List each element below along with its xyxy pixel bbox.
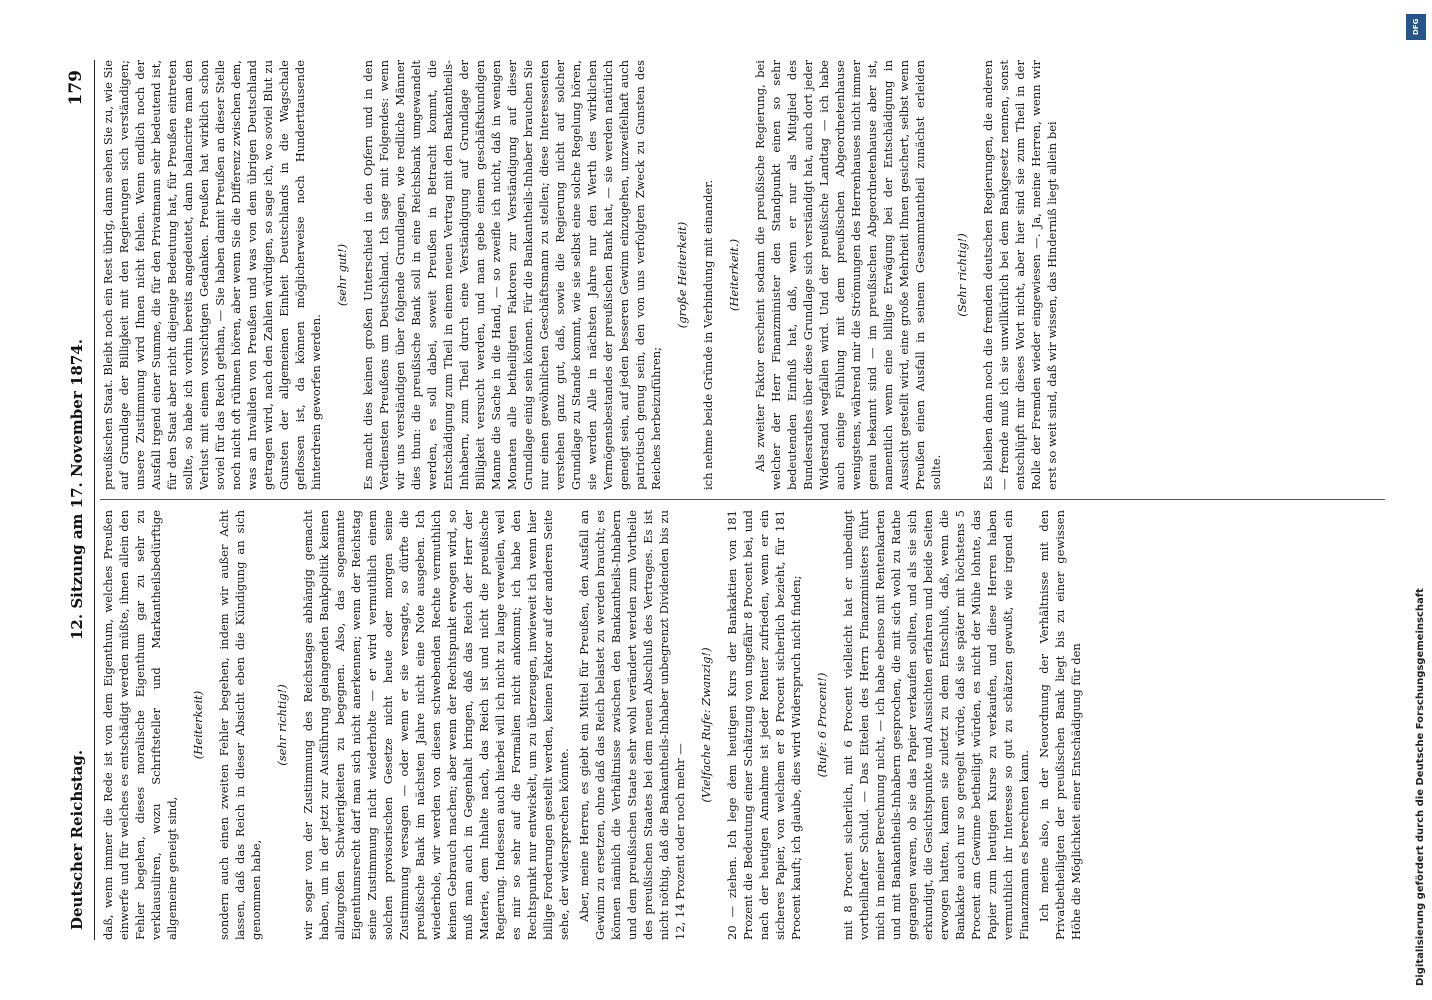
interjection-note: (Rufe: 6 Procent!) — [815, 672, 829, 778]
paragraph: ich nehme beide Gründe in Verbindung mit einander. — [701, 179, 715, 490]
paragraph: wir sogar von der Zustimmung des Reichstages abhängig gemacht haben, um in der jetzt zur Ausführung gelangenden Bankpolitik keinen allzugroßen Schwierigkeiten zu begegnen. Also, das sogenannte Eigenthumsrecht darf man sich nicht anerkennen; wenn der Reichstag seine Zustimmung nicht wiederholte — er wird vermuthlich einem solchen provisorischen Gesetze nicht heute oder morgen seine Zustimmung versagen — oder wenn er sie versagte, so dürfte die preußische Bank im nächsten Jahre nicht eine Note ausgeben. Ich wiederhole, wir werden von diesen schwebenden Rechte vermuthlich keinen Gebrauch machen; aber wenn der Rechtspunkt erwogen wird, so muß man auch in Gegenhalt bringen, daß das Reich der Herr der Materie, dem Inhalte nach, das Reich ist und nicht die preußische Regierung. Indessen auch hierbei will ich nicht zu lange verweilen, weil es mir so sehr auf die Formalien nicht ankommt; ich habe den Rechtspunkt nur entwickelt, um zu überzeugen, inwieweit ich wenn hier billige Forderungen gestellt werden, keinen Faktor auf der anderen Seite sehe, der widersprechen könnte. — [301, 510, 571, 940]
paragraph: mit 8 Procent sicherlich, mit 6 Procent vielleicht hat er unbedingt vortheilhafter Schuld. — Das Eitelen des Herrn Finanzministers führt mich in meiner Berechnung nicht, — ich habe ebenso mit Rentenkarten und mit Bankantheils-Inhabern gesprochen, die mit sich wohl zu Rathe gegangen waren, ob sie das Papier verkaufen sollten, und als sie sich erkundigt, die Gesichtspunkte und Aussichten erfahren und beide Seiten erwogen hatten, kamen sie zuletzt zu dem Entschluß, daß, wenn die Bankakte auch nur so geregelt würde, daß sie später mit höchstens 5 Procent am Gewinne betheiligt würden, es nicht der Mühe lohnte, das Papier zum heutigen Kurse zu verkaufen, und diese Herren haben vermuthlich ihr Interesse so gut zu schätzen gewußt, wie irgend ein Finanzmann es berechnen kann. — [841, 510, 1031, 940]
paragraph: sondern auch einen zweiten Fehler begehen, indem wir außer Acht lassen, daß das Reich in dieser Absicht eben die Kündigung an sich genommen habe, — [217, 510, 263, 940]
interjection-note: (Heiterkeit.) — [727, 238, 741, 312]
column-divider — [100, 499, 1385, 500]
text-columns — [100, 60, 1385, 940]
paragraph: Es bleiben dann noch die fremden deutschen Regierungen, die anderen — fremde muß ich sie unwillkürlich bei dem Bankgesetz nennen, sonst entschlüpft mir dieses Wort nicht, aber hier sind sie zum Theil in der Rolle der Fremden wieder eingewiesen —. Ja, meine Herren, wenn wir erst so weit sind, daß wir wissen, das Hinderniß liegt allein bei — [981, 60, 1059, 490]
left-column — [100, 510, 1385, 940]
session-title: 12. Sitzung am 17. November 1874. — [68, 339, 86, 640]
dfg-logo: DFG — [1406, 14, 1426, 40]
paragraph: Aber, meine Herren, es giebt ein Mittel für Preußen, den Ausfall an Gewinn zu ersetzen, ohne daß das Reich belastet zu werden braucht; es können nämlich die Verhältnisse zwischen den Bankantheils-Inhabern und dem preußischen Staate sehr wohl verändert werden zum Vortheile des preußischen Staates bei dem neuen Abschluß des Vertrages. Es ist nicht nöthig, daß die Bankantheils-Inhaber unbegrenzt Dividenden bis zu 12, 14 Prozent oder noch mehr — — [577, 510, 687, 940]
interjection-note: (große Heiterkeit) — [675, 221, 689, 329]
paragraph: Als zweiter Faktor erscheint sodann die preußische Regierung, bei welcher der Herr Finanzminister den Standpunkt einen so sehr bedeutenden Einfluß hat, daß, wenn er nur als Mitglied des Bundesrathes über diese Grundlage sich verständigt hat, auch dort jeder Widerstand wegfallen wird. Und der preußische Landtag — ich habe auch einige Fühlung mit dem preußischen Abgeordnetenhause wenigstens, während mir die Strömungen des Herrenhauses nicht immer genau bekannt sind — im preußischen Abgeordnetenhause aber ist, namentlich wenn eine billige Erwägung bei der Entschädigung in Aussicht gestellt wird, eine große Mehrheit Ihnen gesichert, selbst wenn Preußen einen Ausfall in seinem Gesammtantheil zunächst erleiden sollte. — [753, 60, 943, 490]
document-page — [60, 60, 1390, 940]
page-number: 179 — [66, 70, 86, 106]
paragraph: Es macht dies keinen großen Unterschied in den Opfern und in den Verdiensten Preußens um Deutschland. Ich sage mit Folgendes: wenn wir uns verständigen über folgende Grundlagen, wie redliche Männer dies thun: die preußische Bank soll in eine Reichsbank umgewandelt werden, es soll dabei, soweit Preußen in Betracht kommt, die Entschädigung zum Theil in einem neuen Vertrag mit den Bankantheils-Inhabern, zum Theil durch eine Verständigung auf Grundlage der Billigkeit versucht werden, und man gebe einem geschäftskundigen Manne die Sache in die Hand, — so zweifle ich nicht, daß in wenigen Monaten alle betheiligten Faktoren zur Verständigung auf dieser Grundlage einig sein können. Für die Bankantheils-Inhaber brauchen Sie nur einen gewöhnlichen Geschäftsmann zu stellen; diese Interessenten verstehen ganz gut, daß, sowie die Regierung nicht auf solcher Grundlage zu Stande kommt, wie sie selbst eine solche Regelung hören, sie werden Alle in nächsten Jahre nur den Werth des wirklichen Vermögensbestandes der preußischen Bank hat, — sie werden natürlich geneigt sein, auf jeden besseren Gewinn einzugehen, unzweifelhaft auch patriotisch genug sein, den von uns verfolgten Zweck zu Gunsten des Reiches herbeizuführen; — [361, 60, 663, 490]
journal-title: Deutscher Reichstag. — [68, 749, 86, 930]
paragraph: daß, wenn immer die Rede ist von dem Eigenthum, welches Preußen einwerfe und für welches es entschädigt werden müßte, ihnen allein den Fehler begehen, dieses moralische Eigenthum gar zu sehr zu verklausuliren, wozu Schriftsteller und Markantheilsbedürftige allgemeine geneigt sind, — [101, 510, 179, 940]
interjection-note: (Sehr richtig!) — [955, 233, 969, 317]
paragraph: Ich meine also, in der Neuordnung der Verhältnisse mit den Privatbetheiligten der preußischen Bank liegt bis zu einer gewissen Höhe die Möglichkeit einer Entschädigung für den — [1037, 510, 1083, 940]
dfg-stamp — [1406, 6, 1430, 996]
paragraph: 20 — ziehen. Ich lege dem heutigen Kurs der Bankaktien von 181 Prozent die Bedeutung einer Schätzung von ungefähr 8 Procent bei, und nach der heutigen Annahme ist jeder Rentier zufrieden, wenn er ein sicheres Papier, von welchem er 8 Procent sicherlich bezieht, für 181 Procent kauft; ich glaube, dies wird Widerspruch nicht finden; — [725, 510, 803, 940]
interjection-note: (Vielfache Rufe: Zwanzig!) — [699, 647, 713, 803]
interjection-note: (Heiterkeit) — [191, 690, 205, 760]
running-head — [60, 60, 95, 940]
interjection-note: (sehr gut!) — [335, 243, 349, 307]
dfg-funding-note: Digitalisierung gefördert durch die Deutsche Forschungsgemeinschaft — [1415, 588, 1426, 986]
interjection-note: (sehr richtig!) — [275, 684, 289, 766]
right-column — [100, 60, 1385, 490]
scan-artifact — [545, 0, 575, 8]
paragraph: preußischen Staat. Bleibt noch ein Rest übrig, dann sehen Sie zu, wie Sie auf Grundlage der Billigkeit mit den Regierungen sich verständigen; unsere Zustimmung wird Ihnen nicht fehlen. Wenn endlich noch der Ausfall irgend einer Summe, die für den Privatmann sehr bedeutend ist, für den Staat aber nicht diejenige Bedeutung hat, für Preußen eintreten sollte, so habe ich vorhin bereits angedeutet, dann balancirte man den Verlust mit einem vorsichtigen Gedanken. Preußen hat wirklich schon soviel für das Reich gethan, — Sie haben damit Preußen an dieser Stelle noch nicht oft rühmen hören, aber wenn Sie die Differenz zwischen dem, was an Invaliden von Preußen und was von dem übrigen Deutschland getragen wird, nach den Zahlen würdigen, so sage ich, wo soviel Blut zu Gunsten der allgemeinen Einheit Deutschlands in die Wagschale geflossen ist, da können möglicherweise noch Hunderttausende hinterdrein geworfen werden. — [101, 60, 323, 490]
